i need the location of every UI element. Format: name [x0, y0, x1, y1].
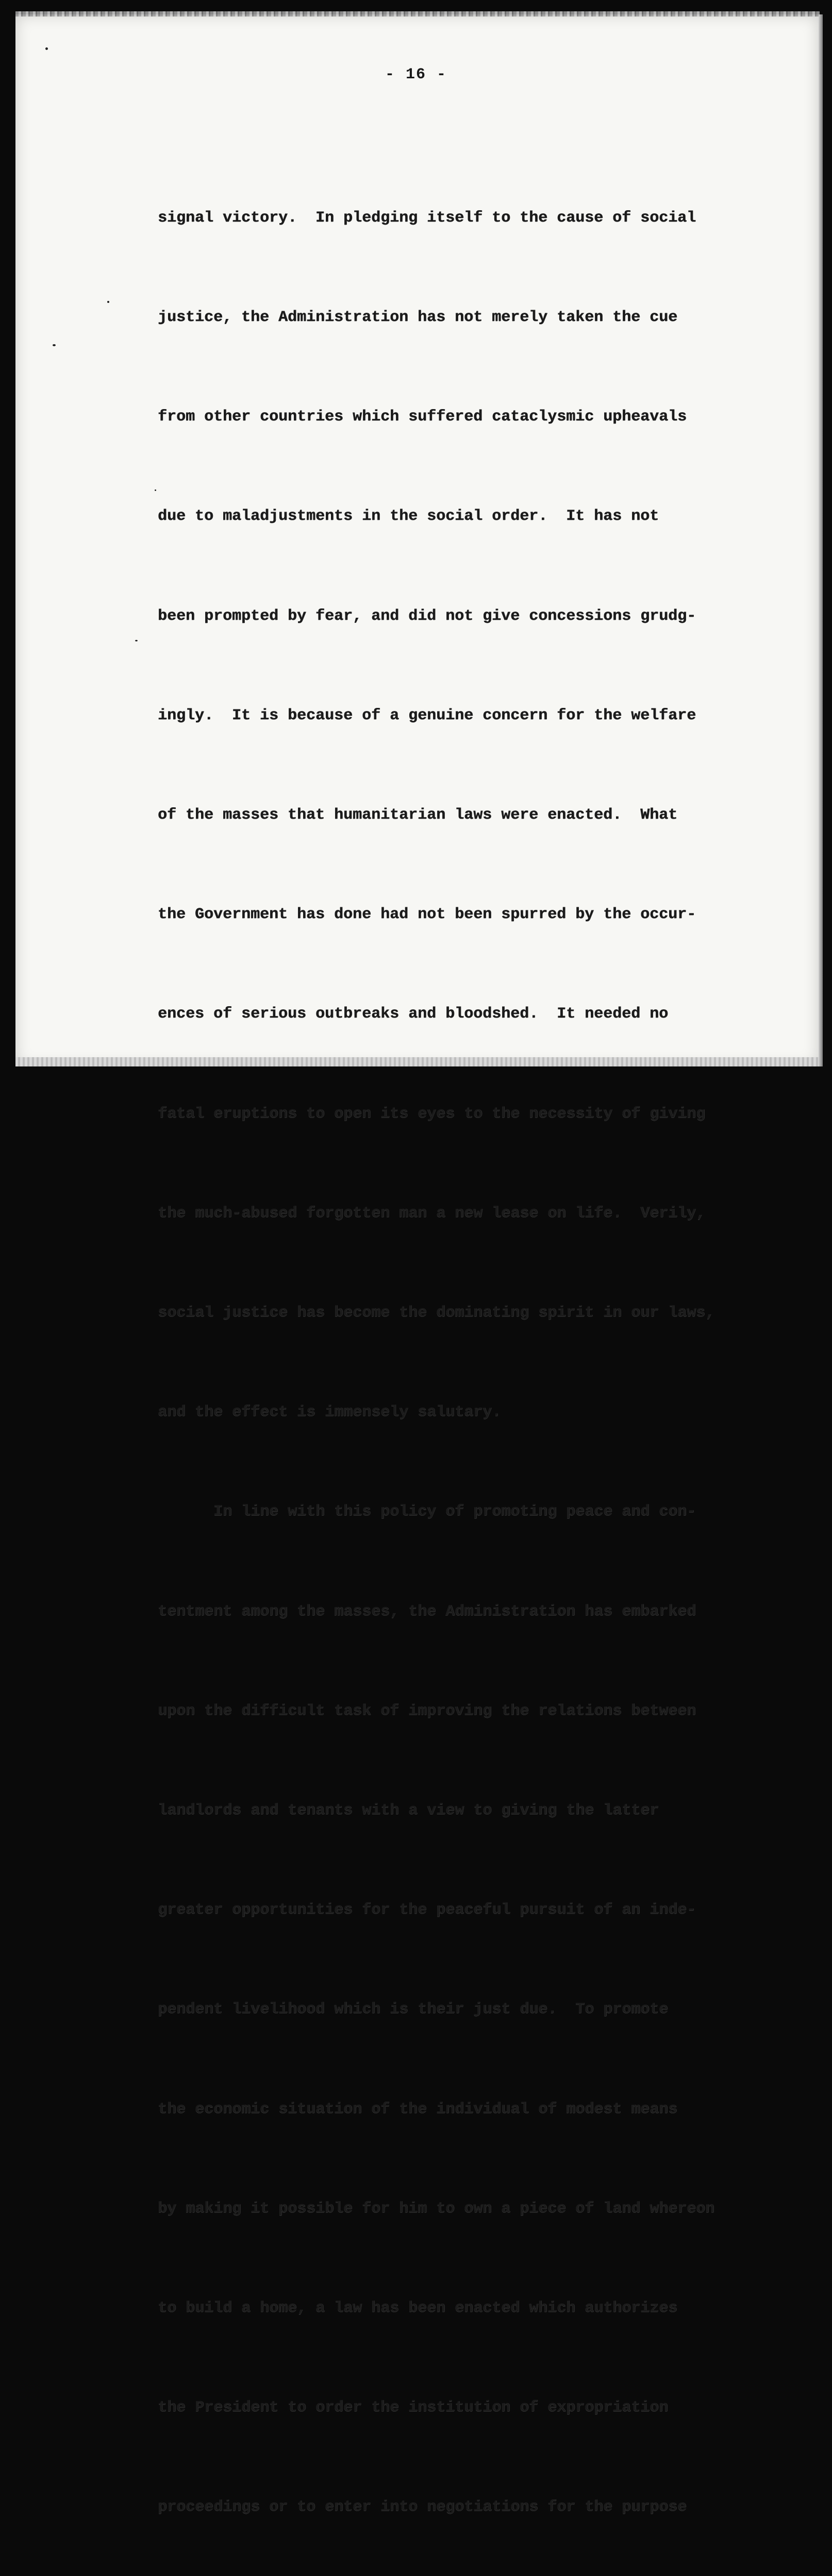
text-line: greater opportunities for the peaceful pursuit of an inde- [158, 1901, 696, 1919]
scan-speck [45, 47, 48, 50]
text-line: the economic situation of the individual of modest means [158, 2100, 678, 2118]
scan-speck [135, 640, 138, 641]
text-line: pendent livelihood which is their just due. To promote [158, 2001, 669, 2019]
text-line: tentment among the masses, the Administration has embarked [158, 1602, 696, 1620]
text-line: social justice has become the dominating spirit in our laws, [158, 1304, 715, 1322]
text-line: to build a home, a law has been enacted which authorizes [158, 2299, 678, 2317]
text-line: signal victory. In pledging itself to the cause of social [158, 209, 696, 227]
body-text [158, 135, 766, 2576]
scan-speck [155, 489, 156, 491]
text-line: from other countries which suffered cataclysmic upheavals [158, 408, 687, 426]
text-line: and the effect is immensely salutary. [158, 1403, 502, 1421]
text-line: due to maladjustments in the social order. It has not [158, 507, 659, 526]
text-line: fatal eruptions to open its eyes to the necessity of giving [158, 1105, 706, 1123]
text-line: of the masses that humanitarian laws were enacted. What [158, 806, 678, 824]
text-line: by making it possible for him to own a piece of land whereon [158, 2199, 715, 2217]
scan-speck [107, 301, 109, 303]
text-line: landlords and tenants with a view to giving the latter [158, 1802, 659, 1820]
scan-speck [53, 344, 56, 346]
text-line: justice, the Administration has not merely taken the cue [158, 309, 678, 327]
text-line: been prompted by fear, and did not give concessions grudg- [158, 607, 696, 625]
paper-right-edge [819, 14, 823, 1066]
page-number: - 16 - [385, 66, 447, 83]
text-line: upon the difficult task of improving the relations between [158, 1702, 696, 1720]
text-line: the Government has done had not been spurred by the occur- [158, 906, 696, 924]
text-line: the much-abused forgotten man a new lease on life. Verily, [158, 1204, 706, 1222]
text-line: In line with this policy of promoting peace and con- [158, 1503, 696, 1521]
paper-top-edge [15, 11, 820, 16]
text-line: the President to order the institution of expropriation [158, 2399, 669, 2417]
text-line: ences of serious outbreaks and bloodshed. It needed no [158, 1005, 669, 1023]
text-line: ingly. It is because of a genuine concern for the welfare [158, 706, 696, 724]
text-line: proceedings or to enter into negotiations for the purpose [158, 2498, 687, 2516]
